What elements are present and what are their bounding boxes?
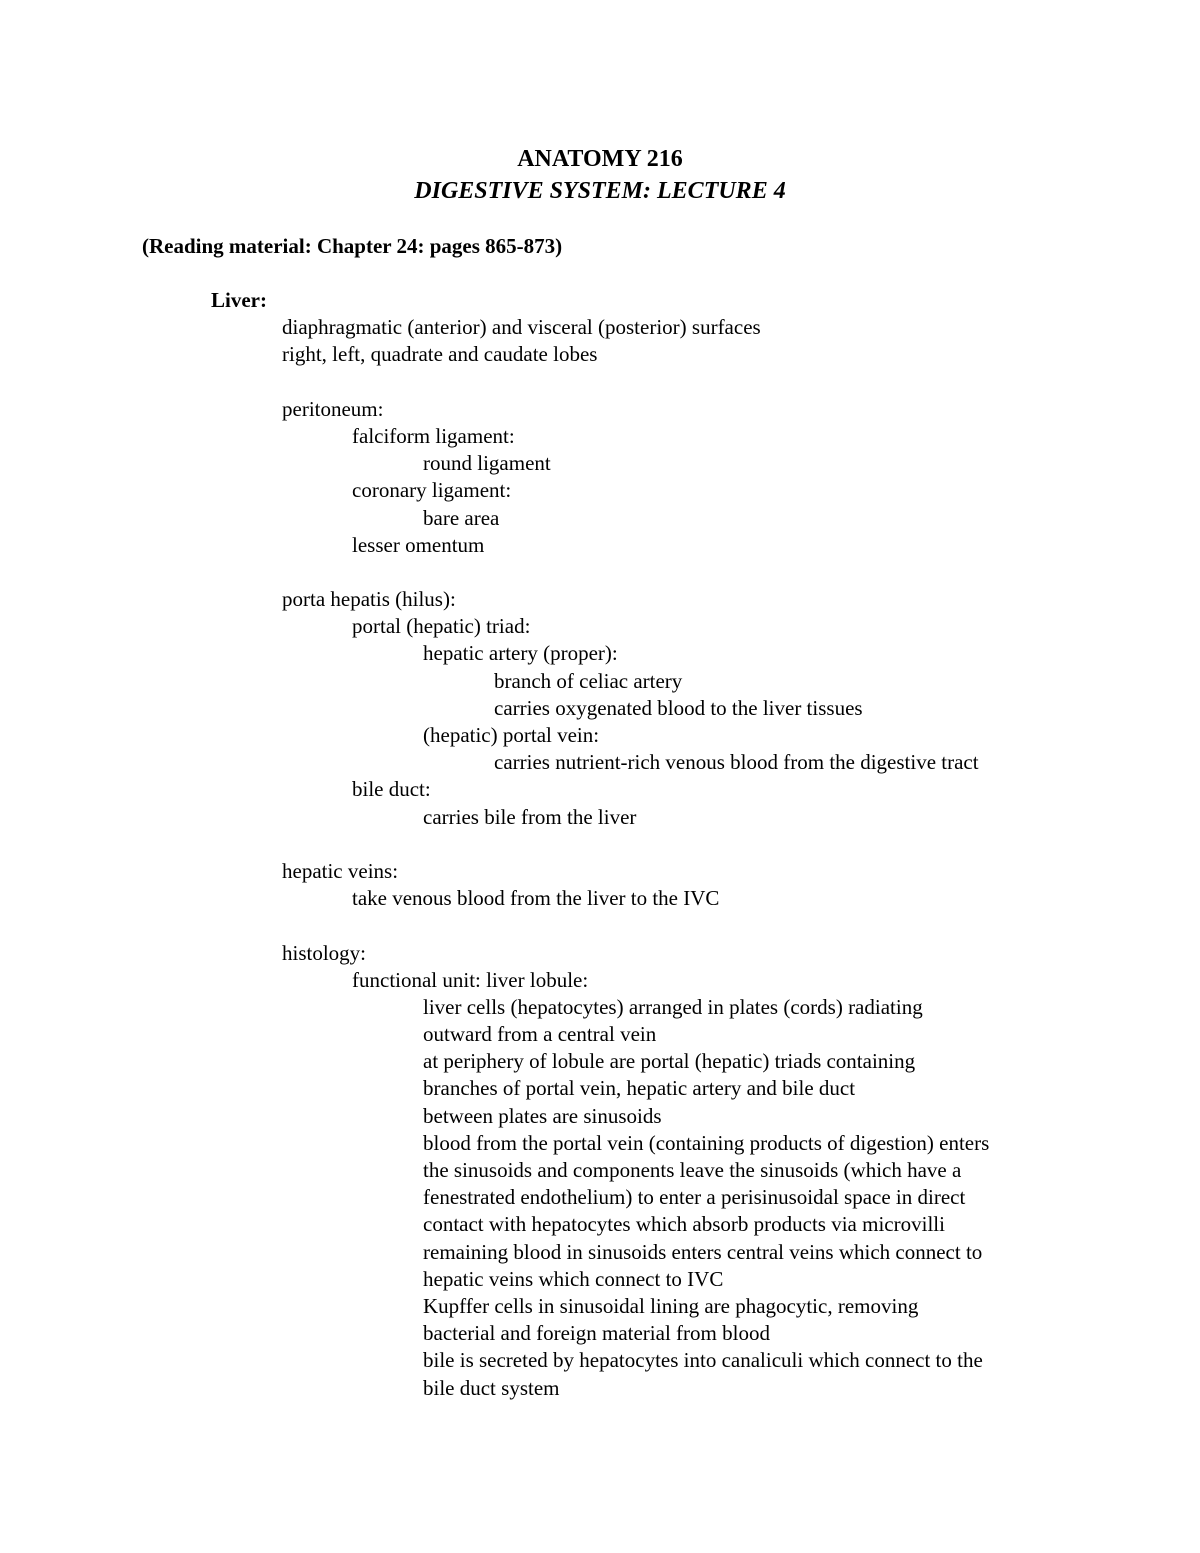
outline-item [0,858,1200,885]
outline-item-text: take venous blood from the liver to the IVC [352,886,720,911]
blank-line [0,369,1200,396]
outline-item-text: the sinusoids and components leave the sinusoids (which have a [423,1158,962,1182]
outline-item-text: remaining blood in sinusoids enters central veins which connect to [423,1239,983,1264]
outline-item [0,613,1200,640]
outline-item-text: hepatic artery (proper): [423,641,618,666]
outline-item [0,314,1200,341]
outline-item-text: (hepatic) portal vein: [423,723,600,747]
outline-item-text: carries nutrient-rich venous blood from the digestive tract [494,750,979,775]
outline-item-text: histology: [282,940,367,965]
outline-item [0,477,1200,504]
outline-item-continuation [0,1211,1200,1238]
outline-item-text: lesser omentum [352,532,485,557]
outline-item-text: bile duct system [423,1375,560,1400]
outline-item [0,695,1200,722]
reading-material: (Reading material: Chapter 24: pages 865-873) [142,234,563,258]
outline-item [0,1103,1200,1130]
outline-list [0,287,1200,1402]
outline-item [0,640,1200,667]
outline-item [0,668,1200,695]
outline-item-text: contact with hepatocytes which absorb products via microvilli [423,1212,945,1237]
blank-line [0,912,1200,939]
outline-item-text: coronary ligament: [352,478,512,503]
outline-item-text: bare area [423,505,500,530]
outline-item-text: outward from a central vein [423,1022,657,1047]
lecture-title: DIGESTIVE SYSTEM: LECTURE 4 [414,178,786,204]
outline-item [0,940,1200,967]
outline-item-continuation [0,1157,1200,1184]
outline-item-continuation [0,1375,1200,1402]
outline-item-text: carries bile from the liver [423,804,637,829]
outline-item [0,423,1200,450]
outline-item-text: porta hepatis (hilus): [282,587,456,612]
outline-item-text: liver cells (hepatocytes) arranged in plates (cords) radiating [423,994,923,1019]
outline-item-text: falciform ligament: [352,423,515,448]
outline-item-text: bile duct: [352,777,431,802]
outline-item [0,1293,1200,1320]
outline-item-text: right, left, quadrate and caudate lobes [282,342,598,367]
outline-item-text: Kupffer cells in sinusoidal lining are phagocytic, removing [423,1293,919,1318]
outline-item [0,396,1200,423]
outline-item [0,994,1200,1021]
outline-item [0,885,1200,912]
outline-item-text: portal (hepatic) triad: [352,614,531,639]
outline-item [0,1048,1200,1075]
outline-item-text: bacterial and foreign material from blood [423,1321,770,1346]
outline-item-continuation [0,1320,1200,1347]
outline-item [0,749,1200,776]
outline-item-text: branches of portal vein, hepatic artery and bile duct [423,1076,856,1101]
outline-item-text: functional unit: liver lobule: [352,967,589,992]
blank-line [0,831,1200,858]
outline-item [0,1130,1200,1157]
outline-item [0,1239,1200,1266]
course-title: ANATOMY 216 [517,146,683,172]
outline-item-text: hepatic veins: [282,858,399,883]
outline-item-text: hepatic veins which connect to IVC [423,1266,724,1291]
outline-item [0,776,1200,803]
outline-item [0,1347,1200,1374]
outline-item-continuation [0,1021,1200,1048]
outline-item-text: branch of celiac artery [494,668,683,693]
outline-item-text: between plates are sinusoids [423,1103,662,1128]
outline-item [0,722,1200,749]
outline-item [0,804,1200,831]
outline-item [0,450,1200,477]
outline-item-continuation [0,1184,1200,1211]
outline-item-text: carries oxygenated blood to the liver tissues [494,695,863,720]
outline-item-continuation [0,1075,1200,1102]
outline-item-text: peritoneum: [282,396,384,421]
outline-item [0,505,1200,532]
outline-item [0,341,1200,368]
outline-item-text: at periphery of lobule are portal (hepatic) triads containing [423,1049,916,1074]
outline-item-text: Liver: [211,288,267,312]
outline-item-continuation [0,1266,1200,1293]
outline-item [0,586,1200,613]
outline-item-text: diaphragmatic (anterior) and visceral (posterior) surfaces [282,315,761,340]
outline-item [0,967,1200,994]
outline-item-text: bile is secreted by hepatocytes into canaliculi which connect to the [423,1348,983,1373]
blank-line [0,559,1200,586]
outline-item-text: blood from the portal vein (containing products of digestion) enters [423,1130,990,1155]
outline-item-text: fenestrated endothelium) to enter a perisinusoidal space in direct [423,1185,966,1210]
outline-item [0,287,1200,314]
outline-item [0,532,1200,559]
outline-item-text: round ligament [423,451,551,476]
